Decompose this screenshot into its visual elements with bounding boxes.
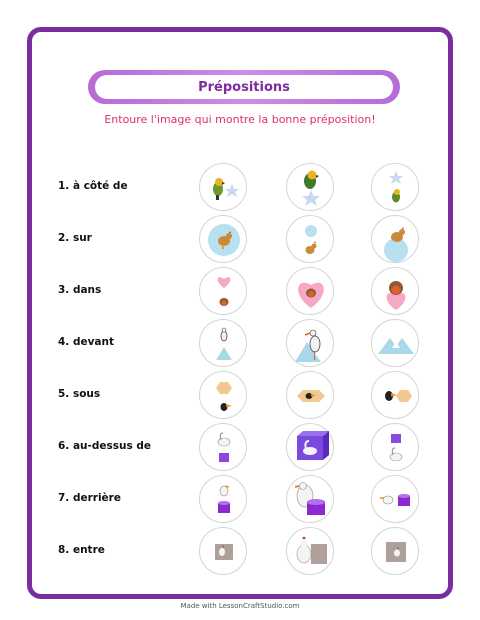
answer-option-heart-above-robin[interactable]	[199, 267, 247, 315]
question-row-7	[32, 475, 448, 523]
answer-option-hen-on-circle-bottom[interactable]	[371, 215, 419, 263]
goose-icon	[372, 476, 420, 524]
answer-option-parrot-above-star[interactable]	[286, 163, 334, 211]
answer-option-robin-in-heart[interactable]	[286, 267, 334, 315]
question-row-6	[32, 423, 448, 471]
instruction-text: Entoure l'image qui montre la bonne préposition!	[104, 113, 376, 126]
question-label: 4. devant	[58, 336, 115, 348]
mountain-icon	[372, 320, 420, 368]
answer-option-hen-on-circle[interactable]	[199, 215, 247, 263]
rooster-icon	[372, 528, 420, 576]
hen-icon	[287, 216, 335, 264]
toucan-icon	[372, 372, 420, 420]
footer-credit: Made with LessonCraftStudio.com	[180, 602, 300, 610]
answer-option-toucan-beside-hexagon[interactable]	[371, 371, 419, 419]
robin-icon	[200, 268, 248, 316]
star-icon	[372, 164, 420, 212]
parrot-icon	[287, 164, 335, 212]
page-title: Prépositions	[95, 75, 393, 99]
toucan-icon	[200, 372, 248, 420]
answer-option-hexagon-above-toucan[interactable]	[199, 371, 247, 419]
answer-option-star-above-parrot[interactable]	[371, 163, 419, 211]
title-banner	[88, 70, 400, 104]
answer-option-stork-in-front-of-triangle[interactable]	[286, 319, 334, 367]
question-row-3	[32, 267, 448, 315]
question-row-8	[32, 527, 448, 575]
stork-icon	[287, 320, 335, 368]
stork-icon	[200, 320, 248, 368]
question-row-1	[32, 163, 448, 211]
rooster-icon	[200, 528, 248, 576]
question-row-5	[32, 371, 448, 419]
answer-option-robin-on-heart[interactable]	[371, 267, 419, 315]
hen-icon	[200, 216, 248, 264]
question-label: 6. au-dessus de	[58, 440, 152, 452]
swan-icon	[372, 424, 420, 472]
worksheet-frame	[27, 27, 453, 599]
answer-option-rooster-in-square[interactable]	[199, 527, 247, 575]
answer-option-parrot-beside-star[interactable]	[199, 163, 247, 211]
robin-icon	[372, 268, 420, 316]
question-label: 5. sous	[58, 388, 101, 400]
question-label: 2. sur	[58, 232, 92, 244]
swan-icon	[200, 424, 248, 472]
question-label: 8. entre	[58, 544, 105, 556]
answer-option-circle-above-hen[interactable]	[286, 215, 334, 263]
answer-option-square-with-rooster[interactable]	[371, 527, 419, 575]
goose-icon	[287, 476, 335, 524]
answer-option-bird-beside-cylinder[interactable]	[371, 475, 419, 523]
question-label: 1. à côté de	[58, 180, 128, 192]
question-label: 3. dans	[58, 284, 102, 296]
answer-option-rooster-beside-square[interactable]	[286, 527, 334, 575]
robin-icon	[287, 268, 335, 316]
toucan-icon	[287, 372, 335, 420]
answer-option-goose-behind-cylinder[interactable]	[286, 475, 334, 523]
answer-option-cube-above-swan[interactable]	[371, 423, 419, 471]
answer-option-bird-above-cylinder[interactable]	[199, 475, 247, 523]
rooster-icon	[287, 528, 335, 576]
question-label: 7. derrière	[58, 492, 121, 504]
parrot-icon	[200, 164, 248, 212]
answer-option-toucan-in-hexagon[interactable]	[286, 371, 334, 419]
answer-option-swan-above-cube[interactable]	[199, 423, 247, 471]
hen-icon	[372, 216, 420, 264]
goose-icon	[200, 476, 248, 524]
answer-option-swan-in-cube[interactable]	[286, 423, 334, 471]
answer-option-triangle-mountains[interactable]	[371, 319, 419, 367]
swan-icon	[287, 424, 335, 472]
question-row-4	[32, 319, 448, 367]
answer-option-stork-above-triangle[interactable]	[199, 319, 247, 367]
question-row-2	[32, 215, 448, 263]
